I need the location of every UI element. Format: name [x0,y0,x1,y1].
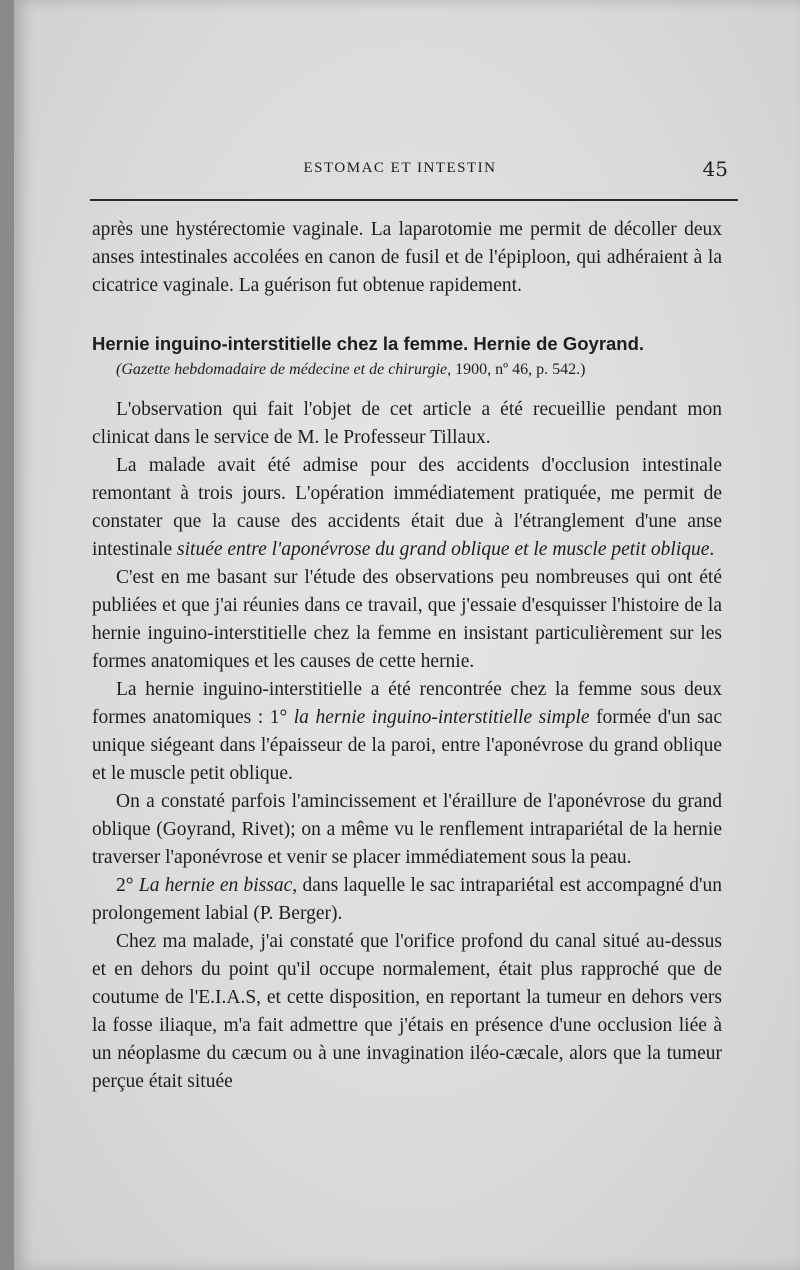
paragraph: L'observation qui fait l'objet de cet article a été recueillie pendant mon clinicat dans le service de M. le Professeur Tillaux. [92,399,722,448]
source-journal: (Gazette hebdomadaire de médecine et de chirurgie, [116,361,452,378]
paragraph: 2° La hernie en bissac, dans laquelle le sac intrapariétal est accompagné d'un prolongement labial (P. Berger). [92,875,722,924]
emphasis-text: située entre l'aponévrose du grand oblique et le muscle petit oblique [177,539,710,560]
source-citation [116,358,722,382]
emphasis-text: La hernie en bissac, [138,875,298,896]
article-heading: Hernie inguino-interstitielle chez la femme. Hernie de Goyrand. [92,333,645,354]
paragraph: La hernie inguino-interstitielle a été rencontrée chez la femme sous deux formes anatomiques : 1° la hernie inguino-interstitielle simple formée d'un sac unique siégeant dans l'épaisseur de la paroi, entre l'aponévrose du grand oblique et le muscle petit oblique. [92,679,722,784]
running-header [92,157,728,184]
emphasis-text: la hernie inguino-interstitielle simple [293,707,590,728]
paragraph-continuation: après une hystérectomie vaginale. La laparotomie me permit de décoller deux anses intestinales accolées en canon de fusil et de l'épiploon, qui adhéraient à la cicatrice vaginale. La guérison fut obtenue rapidement. [92,219,722,296]
source-details: 1900, nº 46, p. 542.) [455,361,586,378]
page-number: 45 [702,157,728,181]
paragraph: C'est en me basant sur l'étude des observations peu nombreuses qui ont été publiées et que j'ai réunies dans ce travail, que j'essaie d'esquisser l'histoire de la hernie inguino-interstitielle chez la femme en insistant particulièrement sur les formes anatomiques et les causes de cette hernie. [92,567,722,672]
paragraph: On a constaté parfois l'amincissement et l'éraillure de l'aponévrose du grand oblique (Goyrand, Rivet); on a même vu le renflement intrapariétal de la hernie traverser l'aponévrose et venir se placer immédiatement sous la peau. [92,791,722,868]
book-page [14,0,800,1270]
page-body [92,216,722,1096]
running-title: ESTOMAC ET INTESTIN [303,160,497,176]
paragraph: La malade avait été admise pour des accidents d'occlusion intestinale remontant à trois jours. L'opération immédiatement pratiquée, me permit de constater que la cause des accidents était due à l'étranglement d'une anse intestinale située entre l'aponévrose du grand oblique et le muscle petit oblique. [92,455,722,560]
paragraph: Chez ma malade, j'ai constaté que l'orifice profond du canal situé au-dessus et en dehors du point qu'il occupe normalement, était plus rapproché que de coutume de l'E.I.A.S, et cette disposition, en reportant la tumeur en dehors vers la fosse iliaque, m'a fait admettre que j'étais en présence d'une occlusion liée à un néoplasme du cæcum ou à une invagination iléo-cæcale, alors que la tumeur perçue était située [92,931,722,1092]
header-rule [90,199,738,201]
